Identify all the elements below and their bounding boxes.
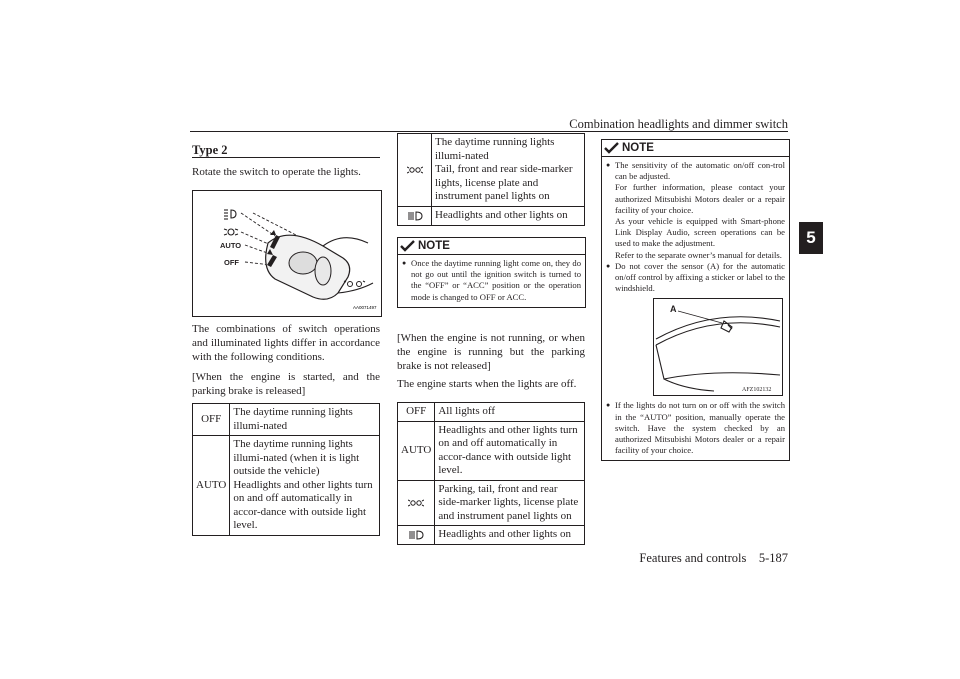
- checkmark-icon: [604, 142, 619, 154]
- combination-switch-illustration: [193, 191, 381, 316]
- paragraph-engine-not-running: [When the engine is not running, or when the engine is running but the parking brake is not released]: [397, 332, 585, 372]
- note-box-daytime: [397, 237, 586, 308]
- table-value: Parking, tail, front and rear side-marker lights, license plate and instrument panel lights on: [435, 480, 585, 526]
- table-key: [398, 526, 435, 545]
- paragraph-engine-started: [When the engine is started, and the parking brake is released]: [192, 371, 380, 397]
- windshield-sensor-figure: [653, 298, 783, 396]
- auto-label: AUTO: [220, 241, 242, 250]
- note-item: ● The sensitivity of the automatic on/off con-trol can be adjusted. For further information, please contact your authorized Mitsubishi Motors dealer or a repair facility of your choice. As your vehicle is equipped with Smart-phone Link Display Audio, screen operations can be used to make the adjustment. Refer to the separate owner’s manual for details.: [606, 160, 785, 261]
- parking-lights-icon: [407, 165, 423, 175]
- parking-lights-icon: [408, 498, 424, 508]
- table-row: [398, 403, 585, 422]
- table-row: [398, 526, 585, 545]
- light-table-continued: [397, 133, 585, 226]
- note-heading: [602, 140, 789, 157]
- off-label: OFF: [224, 258, 239, 267]
- table-row: [193, 436, 380, 536]
- section-rule: [192, 157, 380, 158]
- windshield-illustration: [654, 299, 782, 395]
- table-value: The daytime running lights illumi-nated Tail, front and rear side-marker lights, license plate and instrument panel lights on: [432, 134, 585, 207]
- section-title: Type 2: [192, 143, 228, 157]
- table-row: [193, 404, 380, 436]
- table-value: Headlights and other lights on: [435, 526, 585, 545]
- note-item: ● Once the daytime running light come on, they do not go out until the ignition switch is turned to the “OFF” or “ACC” position or the operation mode is changed to OFF or ACC.: [402, 258, 581, 303]
- sensor-label-a: A: [670, 304, 677, 315]
- paragraph-combinations: The combinations of switch operations and illuminated lights differ in accordance with the following conditions.: [192, 323, 380, 363]
- table-row: [398, 480, 585, 526]
- headlights-icon: [407, 211, 423, 221]
- table-value: All lights off: [435, 403, 585, 422]
- headlights-icon: [408, 530, 424, 540]
- intro-text: Rotate the switch to operate the lights.: [192, 166, 361, 178]
- paragraph-engine-starts: The engine starts when the lights are off.: [397, 378, 577, 390]
- figure-code: AA0071497: [353, 305, 377, 310]
- table-key: OFF: [398, 403, 435, 422]
- table-value: The daytime running lights illumi-nated: [230, 404, 380, 436]
- table-key: [398, 480, 435, 526]
- headlights-icon: [224, 210, 236, 219]
- header-rule: [190, 131, 788, 132]
- table-row: [398, 134, 585, 207]
- table-value: Headlights and other lights turn on and off automatically in accor-dance with outside light level.: [435, 421, 585, 480]
- note-item: ● Do not cover the sensor (A) for the automatic on/off control by affixing a sticker or label to the windshield.: [606, 261, 785, 295]
- figure-code: AFZ102132: [742, 387, 772, 394]
- page-footer: Features and controls 5-187: [639, 551, 788, 565]
- light-table-engine-started: [192, 403, 380, 536]
- table-key: OFF: [193, 404, 230, 436]
- note-label: NOTE: [622, 142, 654, 154]
- note-box-auto-sensor: [601, 139, 790, 461]
- table-row: [398, 421, 585, 480]
- light-table-engine-not-running: [397, 402, 585, 545]
- note-heading: [398, 238, 585, 255]
- note-label: NOTE: [418, 240, 450, 252]
- parking-lights-icon: [224, 229, 238, 235]
- table-key: AUTO: [398, 421, 435, 480]
- chapter-tab: 5: [799, 222, 823, 254]
- table-value: The daytime running lights illumi-nated (when it is light outside the vehicle) Headlights and other lights turn on and off automatically in accor-dance with outside light level.: [230, 436, 380, 536]
- running-header: Combination headlights and dimmer switch: [569, 117, 788, 131]
- table-key: [398, 134, 432, 207]
- table-row: [398, 207, 585, 226]
- table-key: AUTO: [193, 436, 230, 536]
- table-value: Headlights and other lights on: [432, 207, 585, 226]
- table-key: [398, 207, 432, 226]
- note-item: ● If the lights do not turn on or off with the switch in the “AUTO” position, manually operate the switch. Have the system checked by an authorized Mitsubishi Motors dealer or a repair facility of your choice.: [606, 400, 785, 456]
- checkmark-icon: [400, 240, 415, 252]
- switch-figure: [192, 190, 382, 317]
